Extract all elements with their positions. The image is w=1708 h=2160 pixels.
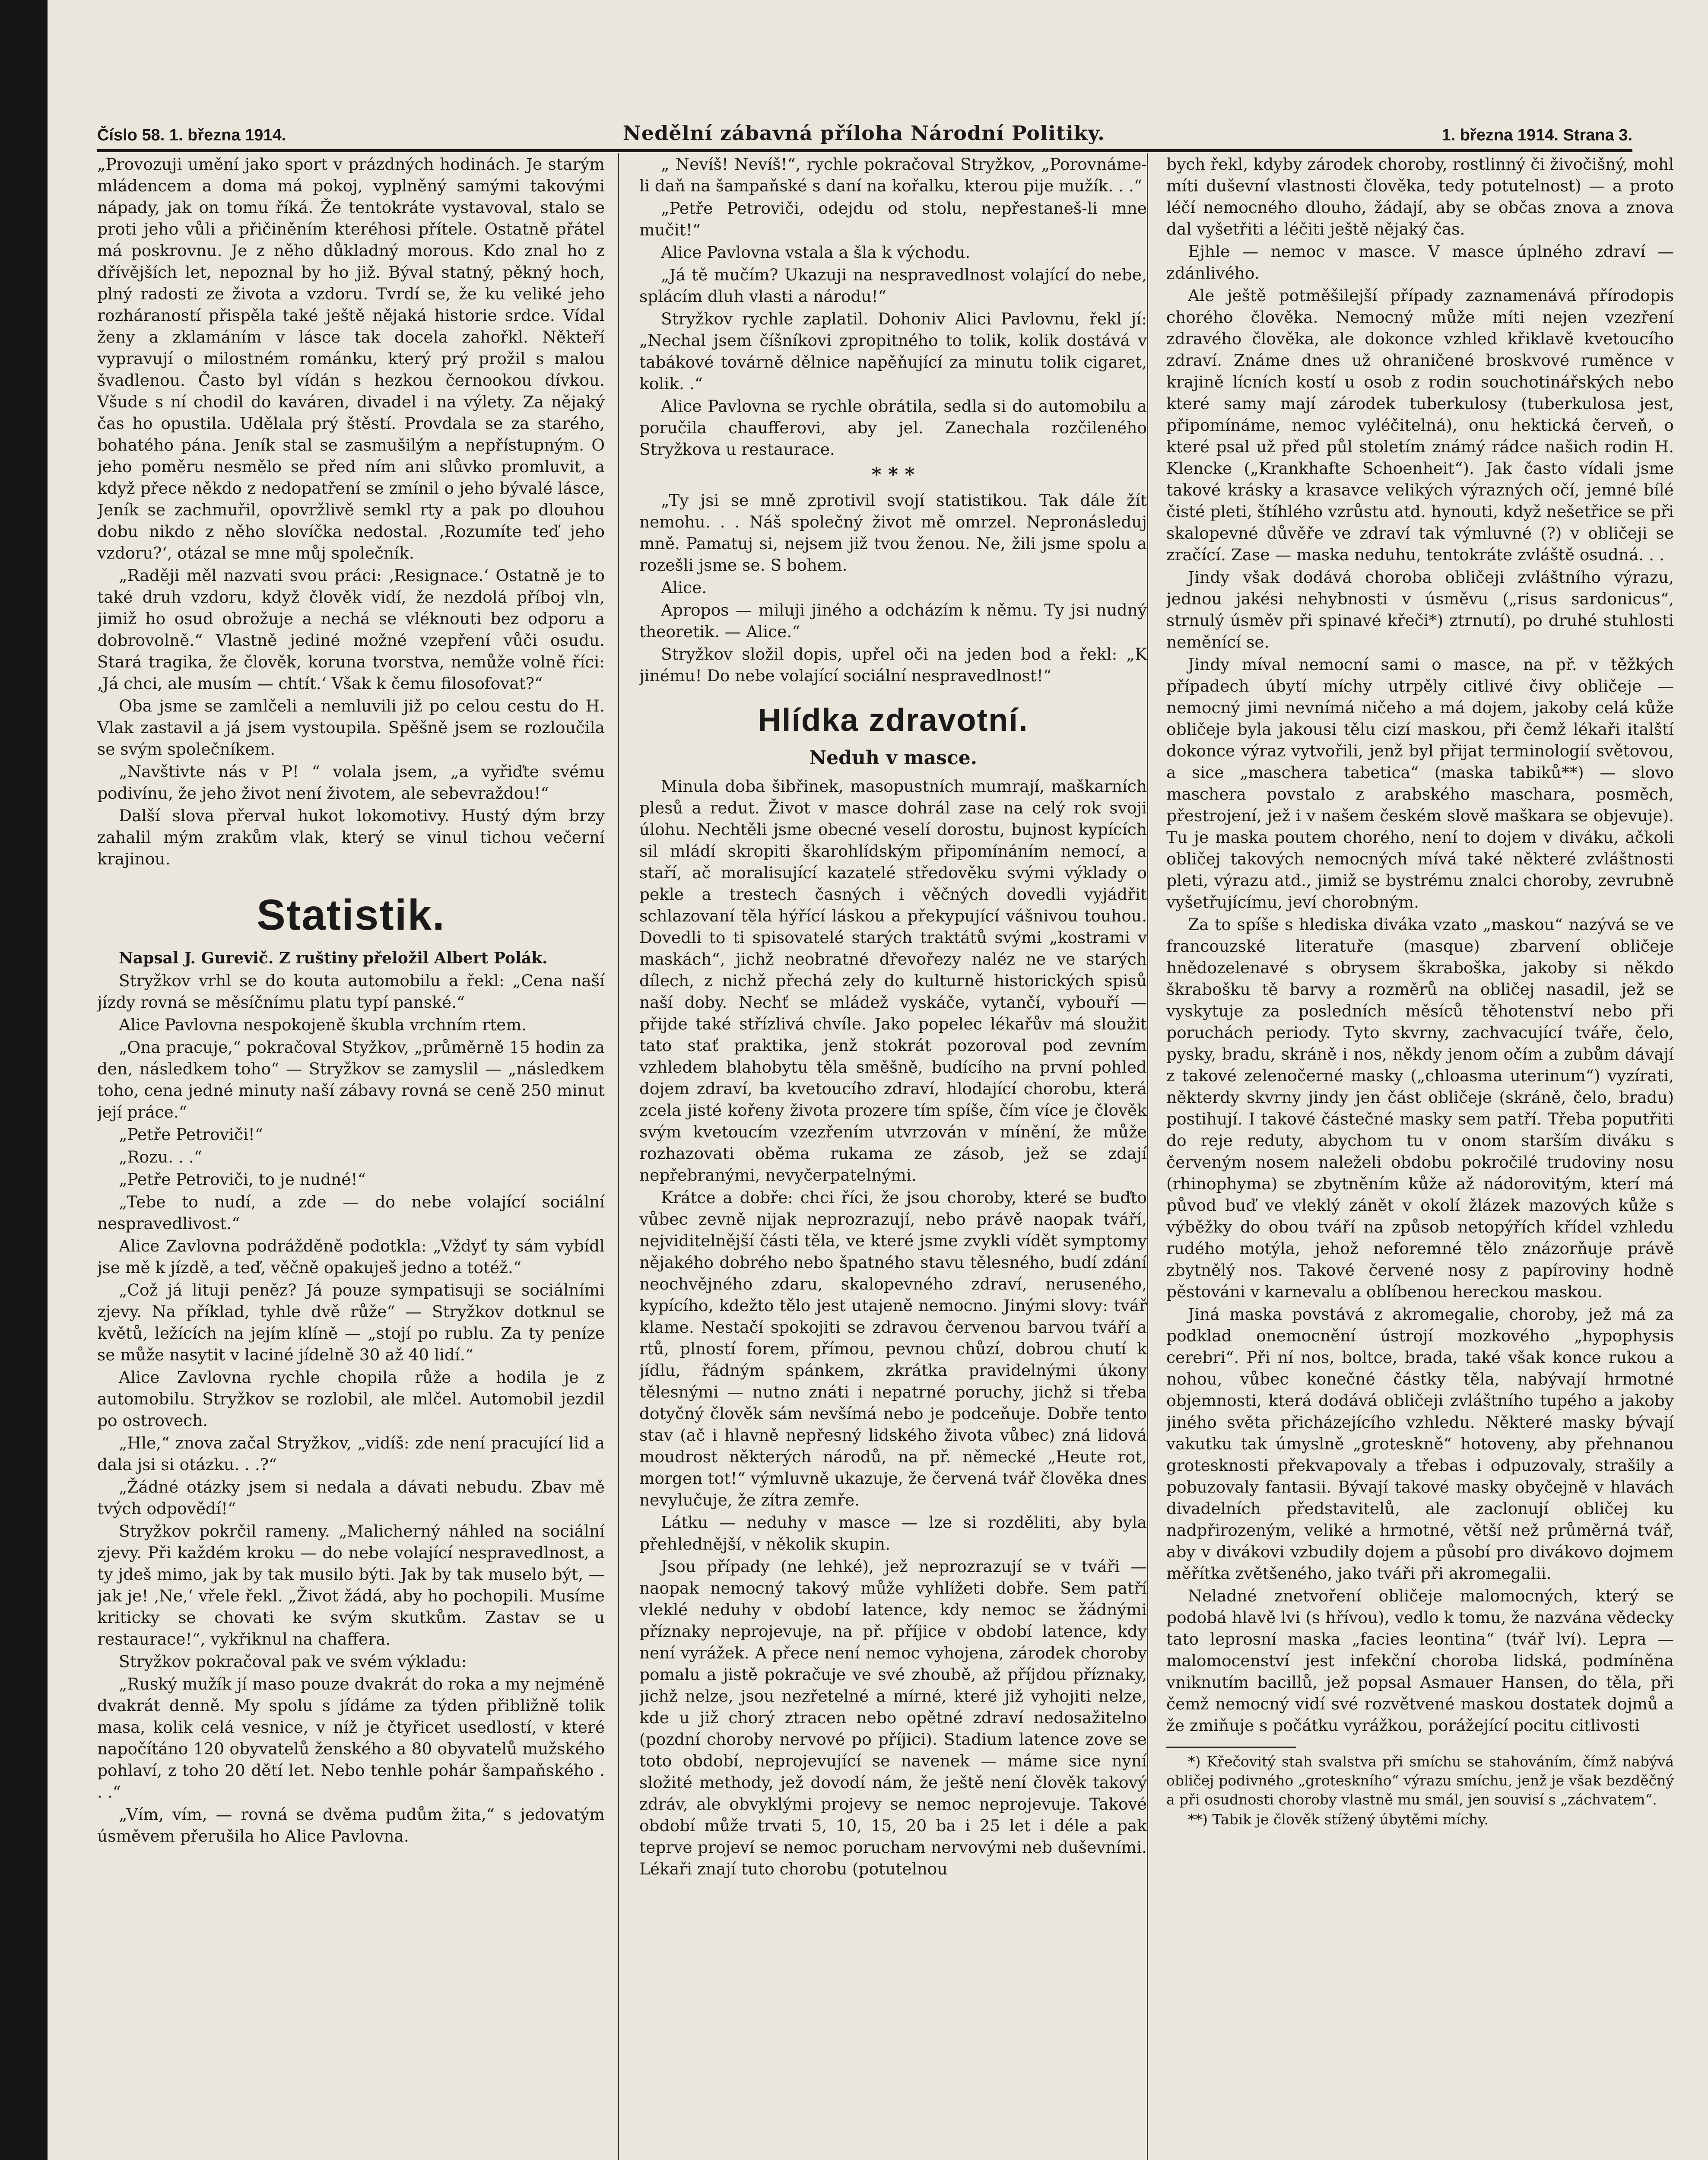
- article-byline: Napsal J. Gurevič. Z ruštiny přeložil Albert Polák.: [119, 949, 548, 967]
- paragraph: „Navštivte nás v P! “ volala jsem, „a vyřiďte svému podivínu, že jeho život není životem, ale sebevraždou!“: [97, 762, 605, 803]
- paragraph: „Petře Petroviči!“: [119, 1125, 264, 1144]
- paragraph: Alice Zavlovna rychle chopila růže a hodila je z automobilu. Stryžkov se rozlobil, ale mlčel. Automobil jezdil po ostrovech.: [97, 1368, 605, 1430]
- paragraph: „Rozu. . .“: [119, 1147, 202, 1166]
- column-1: [97, 153, 605, 2160]
- paragraph: Alice.: [661, 578, 707, 597]
- paragraph: Alice Pavlovna se rychle obrátila, sedla si do automobilu a poručila chaufferovi, aby jel. Zanechala rozčileného Stryžkova u restaurace.: [639, 397, 1147, 459]
- paragraph: „ Nevíš! Nevíš!“, rychle pokračoval Stryžkov, „Porovnáme-li daň na šampaňské s daní na kořalku, kterou pije mužík. . .“: [639, 155, 1147, 195]
- paragraph: Ejhle — nemoc v masce. V masce úplného zdraví — zdánlivého.: [1166, 242, 1674, 283]
- column-divider: [618, 153, 619, 2160]
- paragraph: „Já tě mučím? Ukazuji na nespravedlnost volající do nebe, splácím dluh vlasti a národu!“: [639, 265, 1147, 306]
- paragraph: Minula doba šibřinek, masopustních mumrají, maškarních plesů a redut. Život v masce dohrál zase na celý rok svoji úlohu. Nechtěli jsme obecné veselí dorostu, bujnost kypících sil mládí skropiti škarohlídským připomínáním nemocí, a staří, ač moralisující kazatelé středověku svými výklady o pekle a trestech časných i věčných dovedli vyjádřit schlazovaní těla hýřící láskou a překypující vášnivou touhou. Dovedli to ti spisovatelé starých traktátů svými „kostrami v maskách“, jichž neobratné dřevořezy naléz ne ve starých dílech, z nichž přechá zely do kulturně historických spisů naší doby. Nechť se mládež vyskáče, vytančí, vybouří — přijde také střízlivá chvíle. Jako popelec lékařův má sloužit tato stať praktika, jenž stokrát pozoroval pod zevním vzhledem blahobytu těla směšně, budícího na první pohled dojem zdraví, ba kvetoucího zdraví, hlodající chorobu, která zcela jisté kořeny života prozere tím spíše, čím více je člověk svým kvetoucím vzezřením utvrzován v mínění, že může rozhazovati oběma rukama ze zásob, jež se zdají nepřebranými, nevyčerpatelnými.: [639, 777, 1147, 1185]
- article-title: Hlídka zdravotní.: [758, 702, 1029, 738]
- paragraph: „Ona pracuje,“ pokračoval Styžkov, „průměrně 15 hodin za den, následkem toho“ — Stryžkov se zamyslil — „následkem toho, cena jedné minuty naší zábavy rovná se ceně 250 minut její práce.“: [97, 1038, 605, 1121]
- paragraph: Ale ještě potměšilejší případy zaznamenává přírodopis chorého člověka. Nemocný může míti nejen vzezření zdravého člověka, ale dokonce vzhled křiklavě kvetoucího zdraví. Známe dnes už ohraničené broskvové ruměnce v krajině lícních kostí u osob z rodin souchotinářských nebo které samy mají zárodek tuberkulosy (tuberkulosa jest, připomínáme, nemoc vyléčitelná), onu hektická červeň, o které psal už před půl stoletím známý rádce našich rodin H. Klencke („Krankhafte Schoenheit“). Jak často vídali jsme takové krásky a krasavce velikých výrazných očí, jemné bílé čisté pleti, štíhlého vzrůstu atd. hynouti, když nešetřice se při skalopevné důvěře ve zdraví tak výmluvné (?) v obličeji se zračící. Zase — maska neduhu, tentokráte zvláště osudná. . .: [1166, 286, 1674, 564]
- paragraph: „Žádné otázky jsem si nedala a dávati nebudu. Zbav mě tvých odpovědí!“: [97, 1477, 605, 1518]
- paragraph: „Petře Petroviči, odejdu od stolu, nepřestaneš-li mne mučit!“: [639, 199, 1147, 239]
- footnote: **) Tabik je člověk stížený úbytěmi míchy.: [1188, 1811, 1489, 1828]
- paragraph: Jsou případy (ne lehké), jež neprozrazují se v tváři — naopak nemocný takový může vyhlížeti dobře. Sem patří vleklé neduhy v období latence, kdy nemoc se žádnými příznaky neprojevuje, na př. příjice v období latence, kdy není vyrážek. A přece není nemoc vyhojena, zárodek choroby pomalu a jistě pokračuje ve své zhoubě, až příjdou příznaky, jichž nelze, jsou nezřetelné a mírné, které již vyhojiti nelze, kde u již chorý ztracen nebo opětné zdraví nedosažitelno (pozdní choroby nervové po příjici). Stadium latence zove se toto období, neprojevující se navenek — máme sice nyní složité methody, jež dovodí nám, že ještě není člověk takový zdráv, ale obvyklými projevy se nemoc neprojevuje. Takové období může trvati 5, 10, 15, 20 ba i 25 let i déle a pak teprve projeví se nemoc porucham nervovými neb duševními. Lékaři znají tuto chorobu (potutelnou: [639, 1557, 1147, 1878]
- paragraph: Neladné znetvoření obličeje malomocných, který se podobá hlavě lvi (s hřívou), vedlo k tomu, že nazvána vědecky tato leprosní maska „facies leontina“ (tvář lví). Lepra — malomocenství jest infekční choroba lidská, podmíněna vniknutím bacillů, jež popsal Asmauer Hansen, do těla, při čemž nemocný vidí své rozvětvené maskou dostatek dojmů a že zmiňuje s počátku vyrážkou, porážející pocitu citlivosti: [1166, 1586, 1674, 1735]
- article-title: Statistik.: [257, 891, 445, 939]
- paragraph: „Což já lituji peněz? Já pouze sympatisuji se sociálními zjevy. Na příklad, tyhle dvě růže“ — Stryžkov dotknul se květů, ležících na jejím klíně — „stojí po rublu. Za ty peníze se může nasytit v laciné jídelně 30 až 40 lidí.“: [97, 1280, 605, 1364]
- paragraph: Apropos — miluji jiného a odcházím k němu. Ty jsi nudný theoretik. — Alice.“: [639, 600, 1147, 641]
- footnote-divider: [1166, 1747, 1296, 1748]
- paragraph: Alice Zavlovna podrážděně podotkla: „Vždyť ty sám vybídl jse mě k jízdě, a teď, věčně opakuješ jedno a totéž.“: [97, 1236, 605, 1277]
- paragraph: Další slova přerval hukot lokomotivy. Hustý dým brzy zahalil mým zrakům vlak, který se vinul tichou večerní krajinou.: [97, 806, 605, 868]
- paragraph: „Raději měl nazvati svou práci: ‚Resignace.‘ Ostatně je to také druh vzdoru, když člověk vidí, že nezdolá příboj vln, jimiž ho osud obrožuje a nechá se vléknouti bez odporu a dobrovolně.“ Vlastně jediné možné vzepření vůči osudu. Stará tragika, že člověk, koruna tvorstva, nemůže volně říci: ‚Já chci, ale musím — chtít.‘ Však k čemu filosofovat?“: [97, 566, 605, 693]
- paragraph: Jiná maska povstává z akromegalie, choroby, jež má za podklad onemocnění ústrojí mozkového „hypophysis cerebri“. Při ní nos, boltce, brada, také však konce rukou a nohou, vůbec konečné částky těla, nabývají hrmotné objemnosti, která dodává obličeji zvláštního tupého a jakoby jiného světa přicházejícího vzhledu. Některé masky bývají vakutku tak úmyslně „groteskně“ hotoveny, aby přehnanou grotesknosti překvapovaly a třebas i odpuzovaly, strašily a pobuzovaly fantasii. Bývají takové masky obyčejně v hlavách divadelních představitelů, ale zaclonují obličej ku nadpřirozeným, veliké a hrmotné, větší než průměrná tvář, aby v divákovi vzbudily dojem a působí pro divákovo dojmem měřítka zvětšeného, jako tváři při akromegalii.: [1166, 1305, 1674, 1583]
- paragraph: Stryžkov pokrčil rameny. „Malicherný náhled na sociální zjevy. Při každém kroku — do nebe volající nespravedlnost, a ty jdeš mimo, jak by tak musilo býti. Jak by tak muselo být, — jak je! ‚Ne,‘ vřele řekl. „Život žádá, aby ho pochopili. Musíme kriticky se chovati ke svým skutkům. Zastav se u restaurace!“, vykřiknul na chaffera.: [97, 1522, 605, 1649]
- paragraph: „Ty jsi se mně zprotivil svojí statistikou. Tak dále žít nemohu. . . Náš společný život mě omrzel. Nepronásleduj mně. Pamatuj si, nejsem již tvou ženou. Ne, žili jsme spolu a rozešli jsme se. S bohem.: [639, 491, 1147, 575]
- paragraph: Stryžkov vrhl se do kouta automobilu a řekl: „Cena naší jízdy rovná se měsíčnímu platu typí panské.“: [97, 971, 605, 1012]
- column-divider: [1147, 153, 1148, 2160]
- paragraph: Jindy míval nemocní sami o masce, na př. v těžkých případech úbytí míchy utrpěly citlivé čivy obličeje — nemocný jimi nevnímá ničeho a má dojem, jakoby celá kůže obličeje byla jakousi tělu cizí maskou, při čemž lékaři italští dokonce výraz vytvořili, jenž byl přijat terminologií světovou, a sice „maschera tabetica“ (maska tabiků**) — slovo maschera povstalo z arabského maschara, posměch, přestrojení, jež i v našem českém slově maškara se objevuje). Tu je maska poutem chorého, není to dojem v diváku, ačkoli obličej takových nemocných mívá také některé zvláštnosti pleti, výrazu atd., jimiž se bystrému znalci choroby, zevrubně vyšetřujícímu, jeví chorobným.: [1166, 655, 1674, 912]
- paragraph: „Provozuji umění jako sport v prázdných hodinách. Je starým mládencem a doma má pokoj, vyplněný samými takovými nápady, jak on tomu říká. Že tentokráte vystavoval, stalo se proti jeho vůli a přičiněním kteréhosi přítele. Ostatně přátel má poskrovnu. Je z něho důkladný morous. Kdo znal ho z dřívějších let, nepoznal by ho již. Býval statný, pěkný hoch, plný radosti ze života a vzdoru. Tvrdí se, že ku veliké jeho rozháraností přispěla také ještě nějaká historie srdce. Vídal ženy a zklamáním v lásce tak docela zahořkl. Někteří vypravují o milostném románku, který prý prožil s malou švadlenou. Často byl vídán s hezkou černookou dívkou. Všude s ní chodil do kaváren, divadel i na výlety. Za nějaký čas ho opustila. Udělala prý štěstí. Provdala se za starého, bohatého pána. Jeník stal se zasmušilým a nepřístupným. O jeho poměru nesmělo se před ním ani slůvko promluvit, a když přece někdo z nedopatření se zmínil o jeho bývalé lásce, Jeník se zachmuřil, opovržlivě semkl rty a pak po dlouhou dobu nikdo z něho slovíčka nedostal. ‚Rozumíte teď jeho vzdoru?‘, otázal se mne můj společník.: [97, 155, 605, 562]
- header-date-page: 1. března 1914. Strana 3.: [1441, 126, 1632, 144]
- column-3: [1166, 153, 1674, 2160]
- paragraph: Krátce a dobře: chci říci, že jsou choroby, které se buďto vůbec zevně nijak neprozrazují, nebo právě naopak tváří, nejviditelnější části těla, ve které jsme zvykli vídět symptomy nějakého dobrého nebo špatného stavu tělesného, budí zdání neochvějného zdaru, skalopevného zdraví, neruseného, kypícího, kdežto tělo jest utajeně nemocno. Jinými slovy: tvář klame. Nestačí spokojiti se zdravou červenou barvou tváří a rtů, plností forem, přímou, pevnou chůzí, dobrou chutí k jídlu, řádným spánkem, zkrátka pravidelnými úkony tělesnými — nutno znáti i nepatrné poruchy, jichž si třeba dotyčný člověk sám nevšímá nebo je podceňuje. Dobře tento stav (ač i hlavně nepřesný lidského života vůbec) zná lidová moudrost některých národů, na př. německé „Heute rot, morgen tot!“ výmluvně ukazuje, že červená tvář člověka dnes nevylučuje, že zítra zemře.: [639, 1188, 1147, 1509]
- paragraph: bych řekl, kdyby zárodek choroby, rostlinný či živočišný, mohl míti duševní vlastnosti člověka, tedy potutelnost) — a proto léčí nemocného dlouho, žádají, aby se občas znova a znova dal vyšetřiti a léčiti ještě nějaký čas.: [1166, 155, 1674, 238]
- paragraph: „Tebe to nudí, a zde — do nebe volající sociální nespravedlivost.“: [97, 1192, 605, 1233]
- paragraph: Stryžkov složil dopis, upřel oči na jeden bod a řekl: „K jinému! Do nebe volající sociální nespravedlnost!“: [639, 645, 1147, 685]
- paragraph: „Vím, vím, — rovná se dvěma pudům žita,“ s jedovatým úsměvem přerušila ho Alice Pavlovna.: [97, 1805, 605, 1846]
- column-2: [639, 153, 1147, 2160]
- paragraph: Za to spíše s hlediska diváka vzato „maskou“ nazývá se ve francouzské literatuře (masque) zbarvení obličeje hnědozelenavé s obrysem škraboška, jakoby si někdo škrabošku tě barvy a rozměrů na obličej nasadil, jež se vyskytuje za posledních měsíců těhotenství nebo při poruchách periody. Tyto skvrny, zachvacující tváře, čelo, pysky, bradu, skráně i nos, někdy jenom očím a zubům dávají z takové zelenočerné masky („chloasma uterinum“) vyzírati, některdy skvrny jindy jen část obličeje (skráně, čelo, bradu) postihují. I takové částečné masky sem patří. Třeba poputřiti do reje reduty, abychom tu v onom starším diváku s červeným nosem naleželi obdobu pokročilé trudoviny nosu (rhinophyma) se zbytněním kůže až nádorovitým, kterí má původ buď ve vleklý zánět v okolí žlázek mazových kůže s výběžky do obou tváří na způsob netopýřích křídel vzhledu rudého motýla, jehož neforemné tělo znázorňuje právě zbytnělý nos. Takové červené nosy z papíroviny hodně pěstováni v karnevalu a oblíbenou hereckou maskou.: [1166, 915, 1674, 1301]
- paragraph: „Hle,“ znova začal Stryžkov, „vidíš: zde není pracující lid a dala jsi si otázku. . .?“: [97, 1433, 605, 1474]
- article-subtitle: Neduh v masce.: [809, 747, 978, 769]
- paragraph: Látku — neduhy v masce — lze si rozděliti, aby byla přehlednější, v několik skupin.: [639, 1513, 1147, 1553]
- page-header: [97, 110, 1632, 152]
- section-separator: * * *: [871, 464, 915, 486]
- paragraph: Oba jsme se zamlčeli a nemluvili již po celou cestu do H. Vlak zastavil a já jsem vystoupila. Spěšně jsem se rozloučila se svým společníkem.: [97, 696, 605, 759]
- footnote: *) Křečovitý stah svalstva při smíchu se stahováním, čímž nabývá obličej podivného „groteskního“ výrazu smíchu, jenž je však bezděčný a při osudnosti choroby vlastně mu smál, jen souvisí s „záchvatem“.: [1166, 1753, 1674, 1808]
- paragraph: „Petře Petroviči, to je nudné!“: [119, 1170, 366, 1189]
- paragraph: Alice Pavlovna nespokojeně škubla vrchním rtem.: [119, 1015, 527, 1034]
- paragraph: Alice Pavlovna vstala a šla k východu.: [661, 243, 971, 262]
- paragraph: „Ruský mužík jí maso pouze dvakrát do roka a my nejméně dvakrát denně. My spolu s jídáme za týden přibližně tolik masa, kolik celá vesnice, v níž je čtyřicet usedlostí, v které napočítáno 120 obyvatelů ženského a 80 obyvatelů mužského pohlaví, z toho 20 dětí let. Nebo tenhle pohár šampaňského . . .“: [97, 1674, 605, 1801]
- paragraph: Jindy však dodává choroba obličeji zvláštního výrazu, jednou jakési nehybnosti v úsměvu („risus sardonicus“, strnulý úsměv při spinavé křeči*) ztrnutí), po druhé stuhlosti neměnící se.: [1166, 568, 1674, 651]
- paragraph: Stryžkov pokračoval pak ve svém výkladu:: [119, 1652, 467, 1671]
- header-publication: Nedělní zábavná příloha Národní Politiky.: [622, 121, 1105, 145]
- paragraph: Stryžkov rychle zaplatil. Dohoniv Alici Pavlovnu, řekl jí: „Nechal jsem číšníkovi zpropitného to tolik, kolik dostává v tabákové továrně dělnice napěňující za minutu tolik cigaret, kolik. .“: [639, 309, 1147, 393]
- header-issue: Číslo 58. 1. března 1914.: [97, 126, 286, 144]
